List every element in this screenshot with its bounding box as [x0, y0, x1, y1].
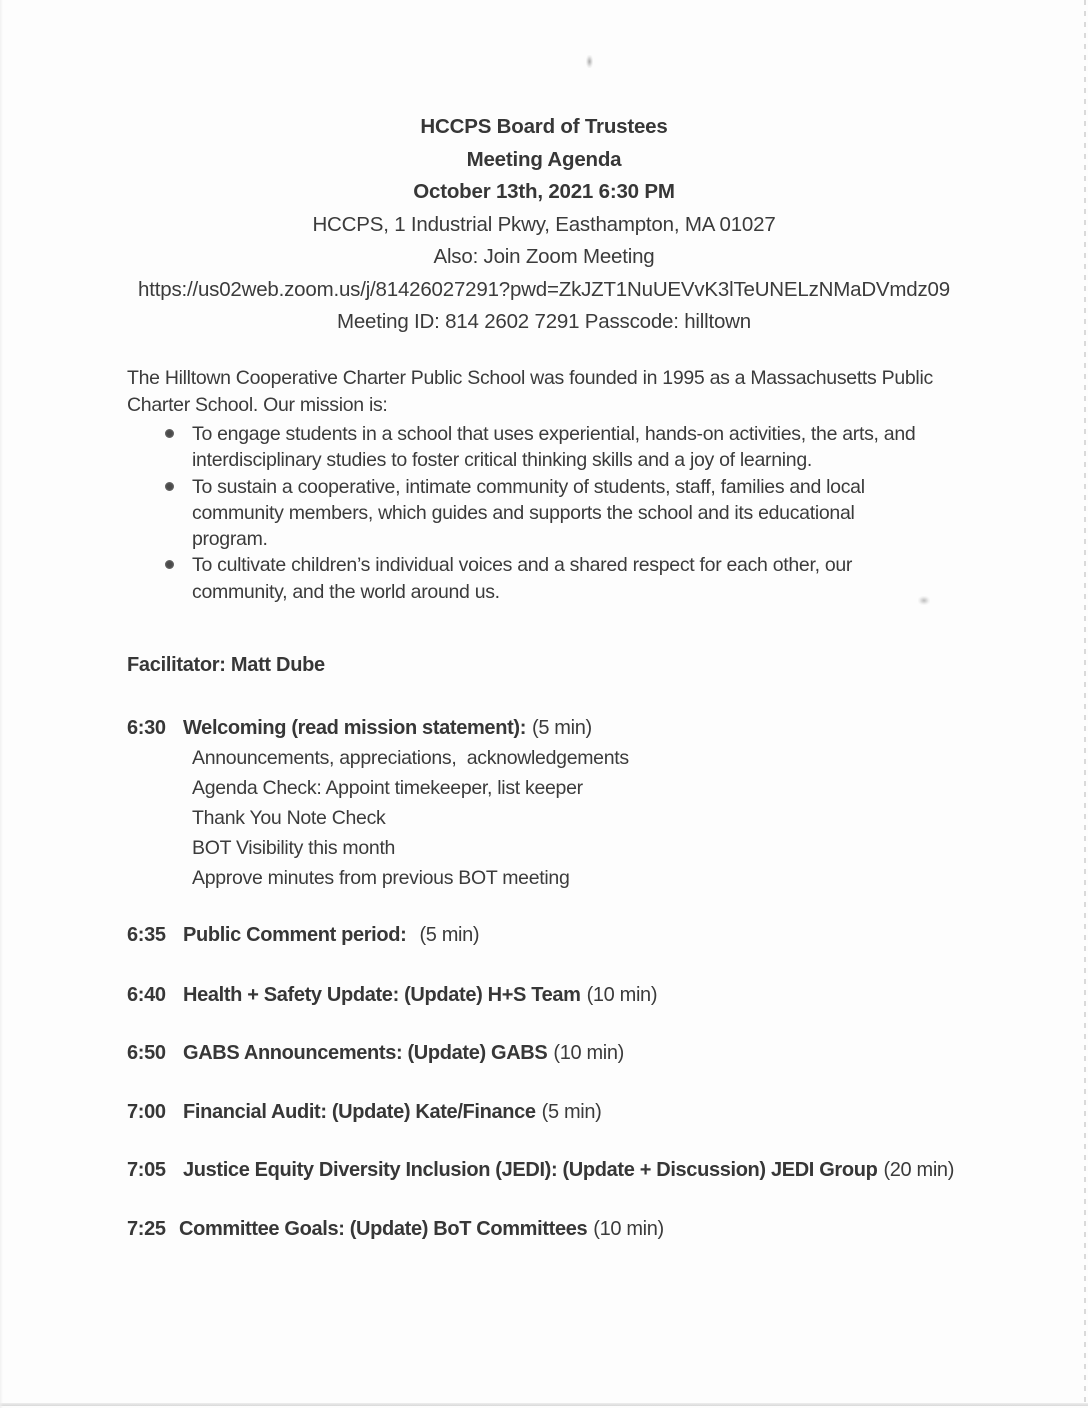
agenda-time: 7:00 [127, 1101, 166, 1123]
intro-line: Charter School. Our mission is: [127, 394, 388, 416]
agenda-duration: (10 min) [553, 1042, 624, 1064]
agenda-duration: (5 min) [419, 924, 480, 946]
agenda-630-sub-items [192, 743, 629, 893]
agenda-title: Welcoming (read mission statement): [183, 717, 527, 739]
zoom-join-label: Also: Join Zoom Meeting [433, 245, 655, 268]
agenda-title: Financial Audit: (Update) Kate/Finance [183, 1101, 536, 1123]
facilitator-label: Facilitator: Matt Dube [127, 654, 325, 676]
agenda-duration: (5 min) [532, 717, 592, 739]
intro-paragraph [127, 365, 972, 419]
agenda-sub-item: Thank You Note Check [192, 807, 386, 829]
document-header [0, 111, 1088, 339]
agenda-sub-item: Approve minutes from previous BOT meeting [192, 867, 570, 889]
agenda-item-630 [127, 716, 592, 740]
agenda-time: 7:05 [127, 1159, 166, 1181]
bullet-line: community, and the world around us. [192, 580, 500, 603]
bullet-line: To cultivate children’s individual voices and a shared respect for each other, our [192, 554, 853, 577]
mission-bullet [127, 474, 972, 553]
bullet-line: To engage students in a school that uses experiential, hands-on activities, the arts, and [192, 423, 916, 445]
agenda-duration: (5 min) [541, 1101, 602, 1123]
agenda-title: Justice Equity Diversity Inclusion (JEDI): (Update + Discussion) JEDI Group [183, 1159, 878, 1181]
scan-speck-artifact [586, 55, 593, 68]
agenda-sub-item: Agenda Check: Appoint timekeeper, list keeper [192, 777, 583, 799]
agenda-title: Health + Safety Update: (Update) H+S Team [183, 984, 581, 1006]
agenda-item-725 [127, 1217, 664, 1241]
bullet-line: interdisciplinary studies to foster critical thinking skills and a joy of learning. [192, 449, 812, 472]
agenda-item-640 [127, 983, 657, 1007]
agenda-item-700 [127, 1100, 601, 1124]
mission-bullet [127, 421, 972, 474]
agenda-time: 6:50 [127, 1042, 166, 1064]
agenda-time: 6:40 [127, 984, 166, 1006]
intro-line: The Hilltown Cooperative Charter Public School was founded in 1995 as a Massachusetts Public [127, 367, 933, 389]
agenda-title: GABS Announcements: (Update) GABS [183, 1042, 548, 1064]
doc-subtitle: Meeting Agenda [466, 147, 622, 171]
mission-bullet-list [127, 421, 972, 605]
agenda-title: Committee Goals: (Update) BoT Committees [179, 1218, 588, 1240]
agenda-sub-item: BOT Visibility this month [192, 837, 396, 859]
scan-edge-artifact [0, 1403, 1088, 1406]
bullet-line: community members, which guides and supports the school and its educational [192, 501, 855, 524]
agenda-sub-item: Announcements, appreciations, acknowledgements [192, 747, 629, 769]
agenda-item-705 [127, 1158, 954, 1182]
mission-bullet [127, 552, 972, 605]
doc-title: HCCPS Board of Trustees [420, 115, 668, 138]
agenda-time: 6:35 [127, 924, 166, 946]
bullet-icon [165, 429, 174, 438]
agenda-duration: (10 min) [586, 984, 658, 1006]
agenda-item-650 [127, 1041, 624, 1065]
zoom-meeting-url: https://us02web.zoom.us/j/81426027291?pwd=ZkJZT1NuUEVvK3lTeUNELzNMaDVmdz09 [138, 277, 950, 301]
agenda-item-635 [127, 923, 479, 947]
agenda-duration: (10 min) [593, 1218, 664, 1240]
agenda-duration: (20 min) [883, 1159, 955, 1181]
meeting-id-passcode: Meeting ID: 814 2602 7291 Passcode: hilltown [336, 310, 751, 333]
bullet-line: program. [192, 528, 268, 551]
doc-location: HCCPS, 1 Industrial Pkwy, Easthampton, MA 01027 [312, 212, 776, 236]
bullet-icon [165, 560, 174, 569]
bullet-icon [165, 482, 174, 491]
bullet-line: To sustain a cooperative, intimate community of students, staff, families and local [192, 475, 865, 498]
agenda-time: 6:30 [127, 717, 166, 739]
doc-datetime: October 13th, 2021 6:30 PM [413, 180, 675, 203]
agenda-time: 7:25 [127, 1218, 166, 1240]
agenda-title: Public Comment period: [183, 924, 407, 946]
